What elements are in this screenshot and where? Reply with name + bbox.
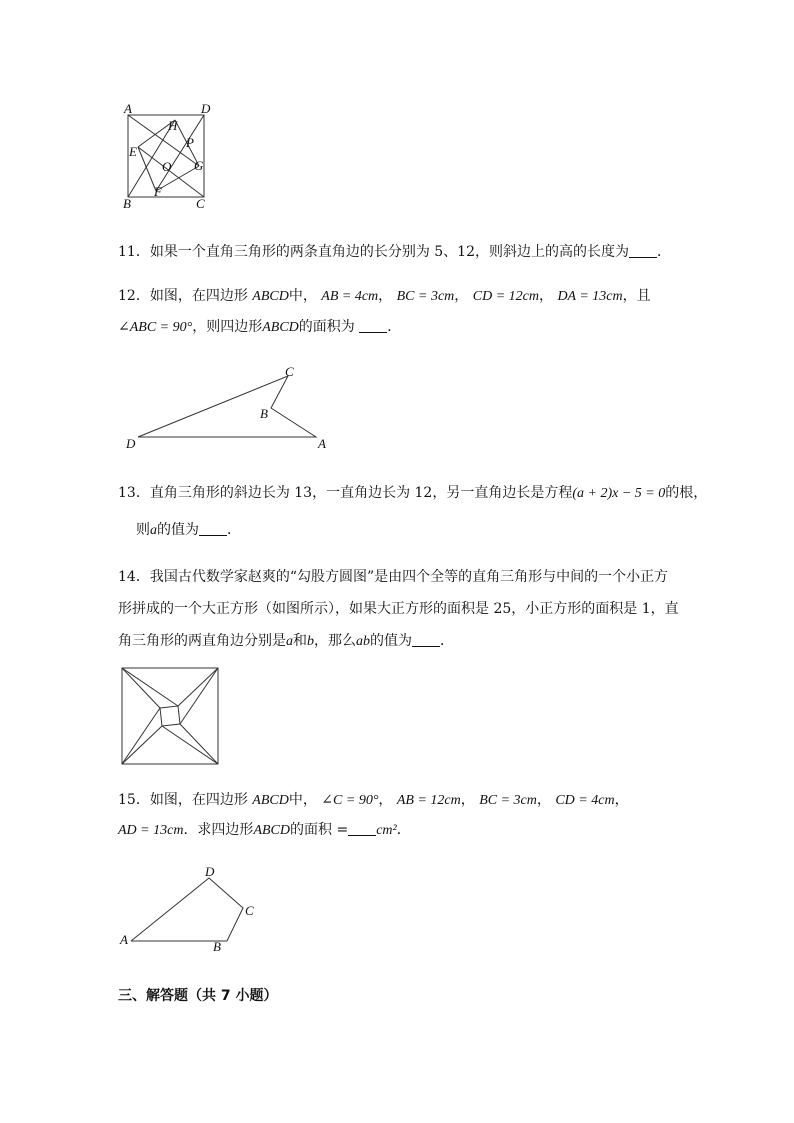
question-13-line1	[118, 483, 707, 504]
outer-square	[122, 668, 218, 764]
q12-quadrilateral	[138, 376, 316, 437]
q15-end: ．	[396, 822, 411, 838]
q12-da: DA = 13cm	[557, 289, 623, 304]
q15-label-A: A	[120, 932, 128, 947]
question-15-line2	[118, 820, 411, 841]
q15-name-2: ABCD	[253, 823, 290, 838]
label-P: P	[186, 135, 194, 150]
figure-q12	[118, 362, 338, 454]
q12-cd: CD = 12cm	[472, 289, 539, 304]
q13-var: a	[150, 523, 157, 538]
q11-text: 11．如果一个直角三角形的两条直角边的长分别为 5、12，则斜边上的高的长度为	[118, 244, 629, 260]
q11-answer-blank[interactable]	[629, 243, 657, 258]
q15-ad: AD = 13cm	[118, 823, 184, 838]
label-E: E	[129, 144, 137, 159]
q15-label-D: D	[205, 864, 215, 879]
section-heading: 三、解答题（共 7 小题）	[118, 988, 278, 1004]
q14-answer-blank[interactable]	[412, 632, 440, 647]
q12-answer-blank[interactable]	[359, 318, 387, 333]
question-13-line2	[136, 520, 241, 541]
question-14-line3	[118, 631, 454, 652]
question-15-line1: 15．如图，在四边形 ABCD中， ∠C = 90°， AB = 12cm， BC = 3cm， CD = 4cm，	[118, 792, 629, 808]
q12-name: ABCD	[252, 289, 289, 304]
q12-label-B: B	[260, 406, 268, 421]
question-12-line1: 12．如图，在四边形 ABCD中， AB = 4cm， BC = 3cm， CD = 12cm， DA = 13cm，且	[118, 288, 651, 304]
q12-ab: AB = 4cm	[321, 289, 379, 304]
q15-bc: BC = 3cm	[479, 793, 537, 808]
label-B: B	[123, 196, 131, 211]
q14-end: ．	[440, 633, 454, 649]
figure-zhao-shuang-diagram	[120, 666, 222, 768]
q12-num: 12．如图，在四边形	[118, 288, 248, 304]
figure-square-star	[110, 100, 220, 212]
question-11	[118, 242, 671, 262]
q15-ab: AB = 12cm	[396, 793, 461, 808]
inner-square	[160, 706, 180, 726]
q15-name: ABCD	[252, 793, 289, 808]
q15-tail: 的面积 =	[290, 822, 349, 838]
label-D: D	[201, 101, 211, 116]
label-O: O	[162, 159, 172, 174]
q14-line3c: 的值为	[370, 633, 412, 649]
q15-label-C: C	[245, 903, 254, 918]
q12-label-C: C	[285, 364, 294, 379]
question-14-line1: 14．我国古代数学家赵爽的“勾股方圆图”是由四个全等的直角三角形与中间的一个小正方	[118, 569, 669, 585]
q15-mid: ．求四边形	[183, 822, 254, 838]
question-12-line2	[118, 317, 401, 338]
q12-name-2: ABCD	[262, 320, 299, 335]
q12-mid: ，则四边形	[192, 319, 263, 335]
q13-line2a: 则	[136, 522, 150, 538]
q13-line2b: 的值为	[157, 522, 199, 538]
q14-he: 和	[293, 633, 307, 649]
q12-zhong: 中，	[288, 288, 317, 304]
q14-line3b: ，那么	[314, 633, 356, 649]
q15-cd: CD = 4cm	[555, 793, 615, 808]
label-F: F	[154, 184, 162, 199]
question-14-line2: 形拼成的一个大正方形（如图所示），如果大正方形的面积是 25，小正方形的面积是 1，直	[118, 601, 679, 617]
q13-answer-blank[interactable]	[199, 521, 227, 536]
q15-angle: ∠C = 90°	[321, 793, 379, 808]
q15-answer-blank[interactable]	[348, 821, 376, 836]
q11-end: ．	[656, 244, 671, 260]
q15-quadrilateral	[131, 878, 243, 941]
q14-line3a: 角三角形的两直角边分别是	[118, 633, 286, 649]
q15-unit: cm²	[376, 823, 397, 838]
q14-b: b	[307, 634, 314, 649]
q12-bc: BC = 3cm	[396, 289, 455, 304]
q15-num: 15．如图，在四边形	[118, 792, 248, 808]
label-G: G	[194, 158, 204, 173]
q13-equation: (a + 2)x − 5 = 0	[572, 486, 666, 501]
q12-label-A: A	[318, 436, 326, 451]
figure-q15	[115, 862, 265, 952]
label-C: C	[196, 196, 205, 211]
q12-tail: 的面积为	[298, 319, 355, 335]
q12-qie: ，且	[622, 288, 651, 304]
q13-end: ．	[227, 522, 241, 538]
label-H: H	[168, 118, 178, 133]
q15-label-B: B	[213, 939, 221, 952]
q13-line1b: 的根，	[665, 485, 708, 501]
q12-label-D: D	[126, 436, 136, 451]
q13-line1a: 13．直角三角形的斜边长为 13，一直角边长为 12，另一直角边长是方程	[118, 485, 573, 501]
q12-end: ．	[387, 319, 402, 335]
q14-a: a	[286, 634, 293, 649]
label-A: A	[124, 101, 132, 116]
q14-ab: ab	[356, 634, 370, 649]
q15-zhong: 中，	[288, 792, 317, 808]
q12-angle: ∠ABC = 90°	[118, 320, 193, 335]
